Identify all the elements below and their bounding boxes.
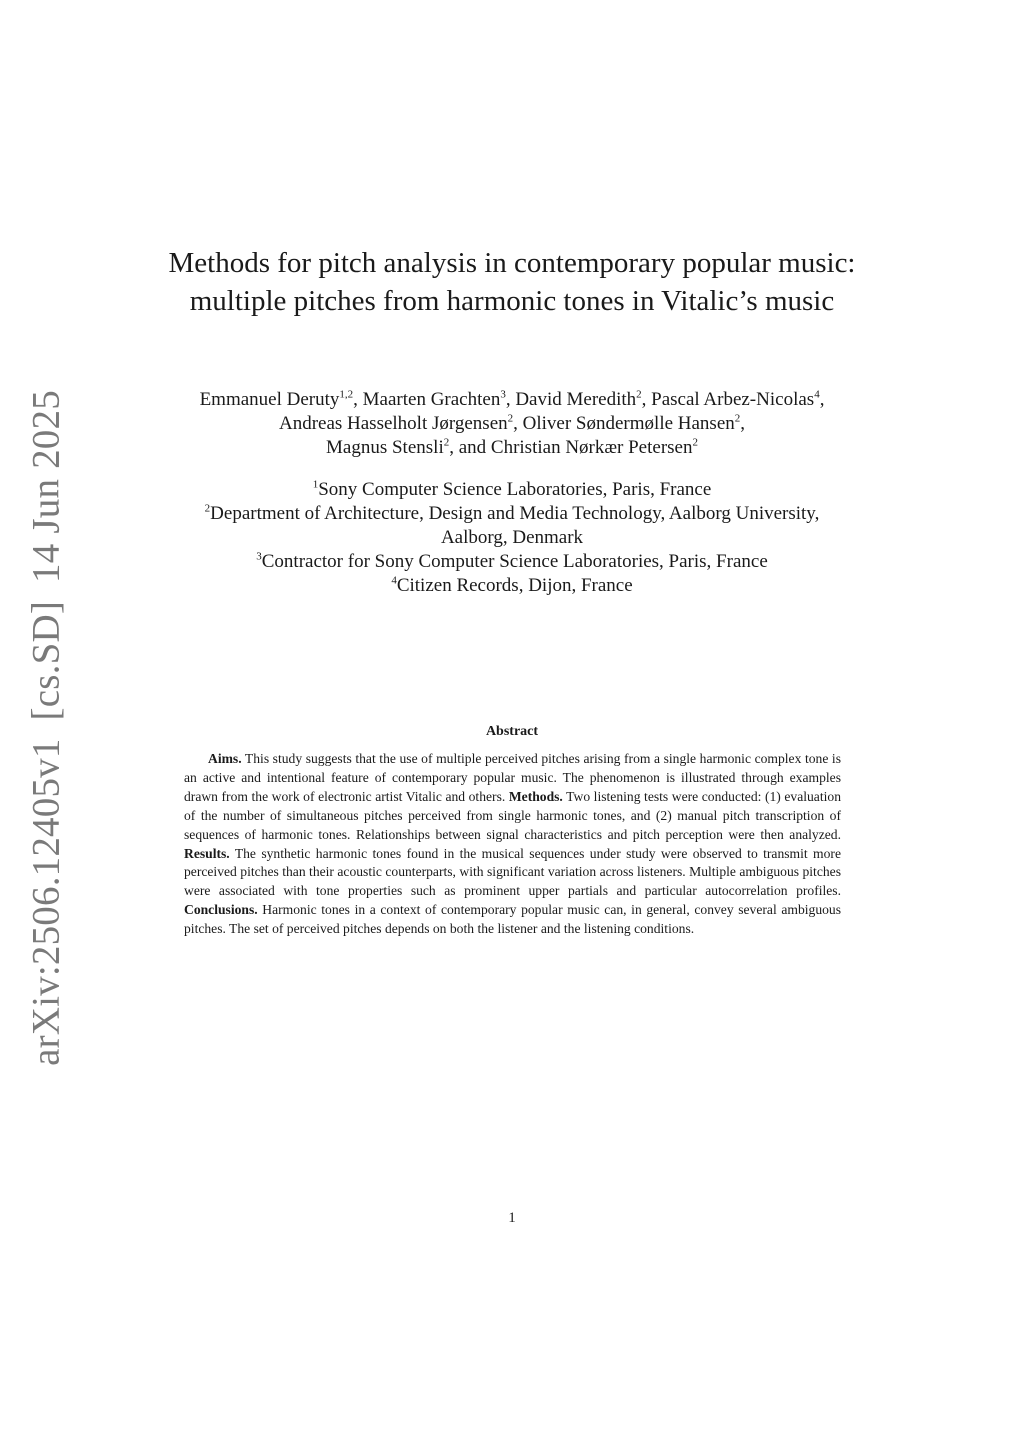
paper-title: [120, 244, 904, 320]
author-list: [100, 388, 924, 460]
abstract-body: [184, 750, 841, 939]
conclusions-text: Harmonic tones in a context of contemporary popular music can, in general, convey several ambiguous pitches. The set of perceived pitches depends on both the listener and the listening conditions.: [184, 902, 841, 937]
methods-text: Two listening tests were conducted: (1) evaluation of the number of simultaneous pitches perceived from single harmonic tones, and (2) manual pitch transcription of sequences of harmonic tones. Relationships between signal characteristics and pitch perception were then analyzed.: [184, 788, 841, 842]
arxiv-id: arXiv:2506.12405v1: [24, 738, 68, 1066]
aims-label: Aims.: [208, 751, 242, 766]
author: Christian Nørkær Petersen$^2$: [490, 436, 698, 458]
title-line-1: Methods for pitch analysis in contemporary popular music:: [168, 247, 856, 279]
results-label: Results.: [184, 845, 230, 861]
arxiv-category: [cs.SD]: [24, 600, 68, 721]
author: Magnus Stensli$^2$, and: [326, 436, 491, 458]
author: David Meredith$^2$,: [515, 388, 652, 410]
conclusions-label: Conclusions.: [184, 902, 258, 918]
affiliation-list: [100, 478, 924, 598]
arxiv-date: 14 Jun 2025: [24, 390, 68, 583]
affiliation: $^1$Sony Computer Science Laboratories, Paris, France: [312, 478, 712, 500]
results-text: The synthetic harmonic tones found in the musical sequences under study were observed to transmit more perceived pitches than their acoustic counterparts, with significant variation across listeners. Multiple ambiguous pitches were associated with tone properties such as prominent upper partials and particular autocorrelation profiles.: [184, 845, 841, 899]
author: Andreas Hasselholt Jørgensen$^2$,: [278, 412, 523, 434]
methods-label: Methods.: [508, 788, 563, 804]
title-line-2: multiple pitches from harmonic tones in Vitalic’s music: [189, 285, 835, 317]
affiliation: $^3$Contractor for Sony Computer Science Laboratories, Paris, France: [256, 550, 768, 572]
affiliation: $^2$Department of Architecture, Design and Media Technology, Aalborg University, Aalborg, Denmark: [204, 502, 820, 548]
aims-text: This study suggests that the use of multiple perceived pitches arising from a single harmonic complex tone is an active and intentional feature of contemporary popular music. The phenomenon is illustrated through examples drawn from the work of electronic artist Vitalic and others.: [184, 751, 841, 804]
author: Oliver Søndermølle Hansen$^2$,: [522, 412, 746, 434]
author: Emmanuel Deruty$^{1,2}$,: [199, 388, 363, 410]
author: Maarten Grachten$^3$,: [362, 388, 516, 410]
page-number: 1: [508, 1210, 516, 1226]
abstract-heading: Abstract: [485, 724, 539, 739]
affiliation: $^4$Citizen Records, Dijon, France: [391, 574, 633, 596]
author: Pascal Arbez-Nicolas$^4$,: [651, 388, 825, 410]
